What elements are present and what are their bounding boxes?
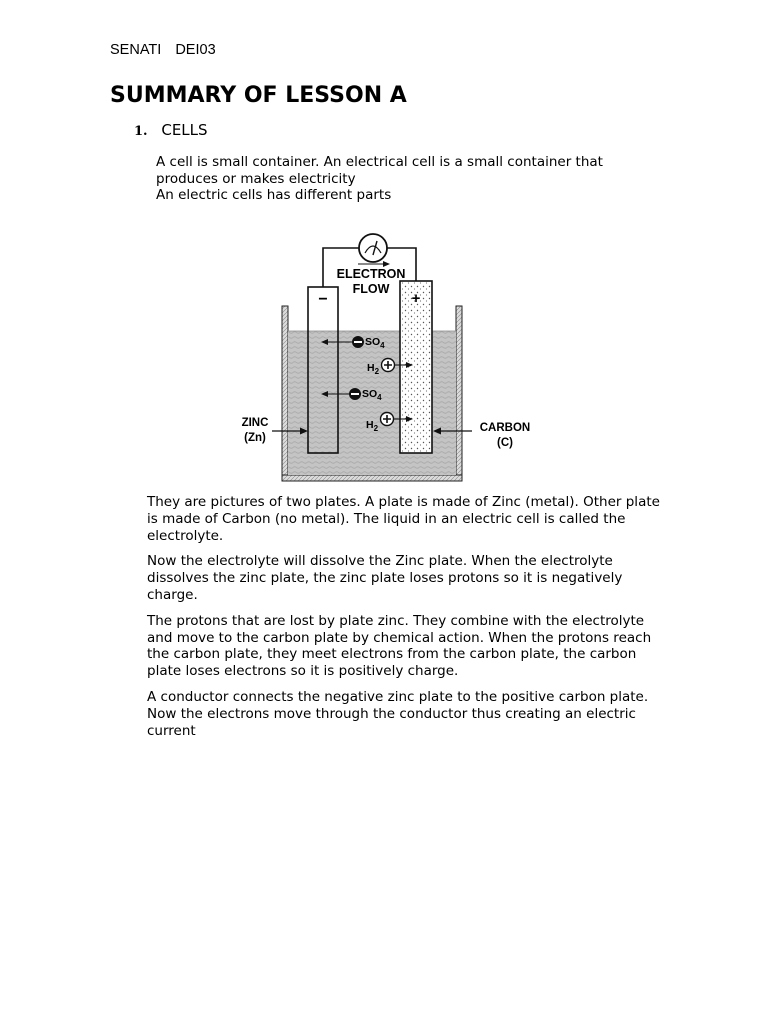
section-heading <box>134 121 208 139</box>
container-wall-left <box>282 306 288 481</box>
header-code: DEI03 <box>175 42 216 58</box>
container-wall-bottom <box>282 475 462 481</box>
minus-sign: − <box>318 291 328 308</box>
zinc-label: ZINC <box>241 417 269 429</box>
body-text <box>147 494 667 748</box>
section-label: CELLS <box>161 121 208 139</box>
h2-label: $H_2$ <box>367 362 380 376</box>
meter-icon <box>359 234 387 262</box>
paragraph: They are pictures of two plates. A plate is made of Zinc (metal). Other plate is made of Carbon (no metal). The liquid in an electric cell is called the electrolyte. <box>147 494 660 544</box>
intro-line: An electric cells has different parts <box>156 187 392 203</box>
paragraph: Now the electrolyte will dissolve the Zinc plate. When the electrolyte dissolves the zinc plate, the zinc plate loses protons so it is negatively charge. <box>147 553 623 603</box>
carbon-symbol: (C) <box>497 437 513 449</box>
carbon-label: CARBON <box>479 422 531 434</box>
page-header <box>110 42 216 58</box>
intro-text <box>156 154 666 204</box>
plus-sign: + <box>411 290 421 307</box>
h2-label: $H_2$ <box>366 419 379 433</box>
intro-line: A cell is small container. An electrical cell is a small container that produces or makes electricity <box>156 154 603 187</box>
paragraph: A conductor connects the negative zinc plate to the positive carbon plate. Now the electrons move through the conductor thus creating an electric current <box>147 688 649 739</box>
electron-flow-label: FLOW <box>352 282 390 296</box>
container-wall-right <box>456 306 462 481</box>
so4-label: $SO_4$ <box>365 336 385 350</box>
electric-cell-svg <box>230 225 540 487</box>
electric-cell-diagram <box>230 225 540 491</box>
page-title: SUMMARY OF LESSON A <box>110 83 407 108</box>
electron-flow-label: ELECTRON <box>336 267 406 281</box>
section-number: 1. <box>134 124 148 139</box>
zinc-symbol: (Zn) <box>244 432 266 444</box>
so4-label: $SO_4$ <box>362 388 382 402</box>
header-org: SENATI <box>110 42 162 58</box>
paragraph: The protons that are lost by plate zinc. They combine with the electrolyte and move to the carbon plate by chemical action. When the protons reach the carbon plate, they meet electrons from the carbon plate, the carbon plate loses electrons so it is positively charge. <box>147 612 652 680</box>
